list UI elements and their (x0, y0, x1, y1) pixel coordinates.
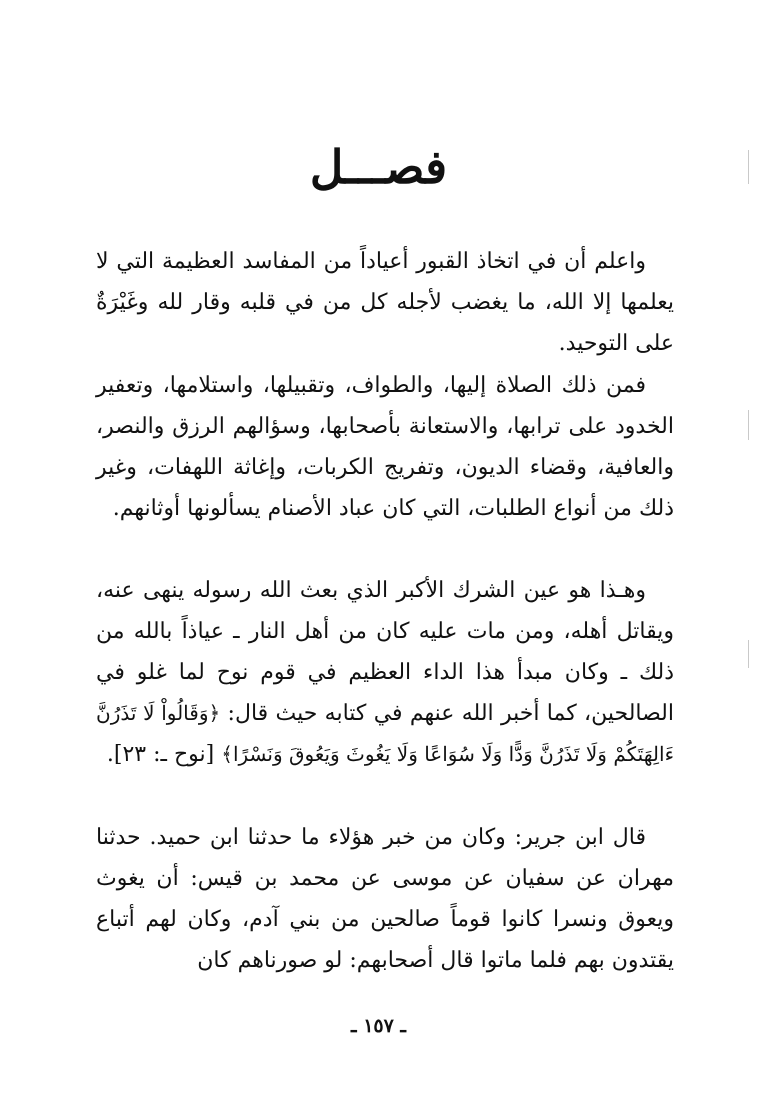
page-number: ـ ١٥٧ ـ (351, 1015, 406, 1037)
paragraph-text: قال ابن جرير: وكان من خبر هؤلاء ما حدثنا ابن حميد. حدثنا مهران عن سفيان عن موسى عن محمد بن قيس: أن يغوث ويعوق ونسرا كانوا قوماً صالحين من بني آدم، وكان لهم أتباع يقتدون بهم فلما ماتوا قال أصحابهم: لو صورناهم كان (96, 825, 674, 973)
paragraph-practices (96, 365, 674, 529)
scan-edge-mark (748, 150, 749, 184)
section-heading: فصـــل (309, 140, 448, 194)
scan-edge-mark (748, 410, 749, 440)
quran-reference: [نوح ـ: ٢٣]. (106, 742, 215, 767)
scan-edge-mark (748, 640, 749, 668)
paragraph-shirk (96, 570, 674, 775)
paragraph-text (96, 570, 674, 775)
paragraph-body: وهـذا هو عين الشرك الأكبر الذي بعث الله رسوله ينهى عنه، ويقاتل أهله، ومن مات عليه كان من أهل النار ـ عياذاً بالله من ذلك ـ وكان مبدأ هذا الداء العظيم في قوم نوح لما غلو في الصالحين، كما أخبر الله عنهم في كتابه حيث قال: (96, 578, 674, 726)
quran-quote: ﴿وَقَالُواْ لَا تَذَرُنَّ ءَالِهَتَكُمْ وَلَا تَذَرُنَّ وَدًّا وَلَا سُوَاعًا وَلَا يَغُوثَ وَيَعُوقَ وَنَسْرًا﴾ (96, 701, 674, 766)
paragraph-text: واعلم أن في اتخاذ القبور أعياداً من المفاسد العظيمة التي لا يعلمها إلا الله، ما يغضب لأجله كل من في قلبه وقار لله وغَيْرَةٌ على التوحيد. (96, 249, 674, 356)
paragraph-text: فمن ذلك الصلاة إليها، والطواف، وتقبيلها، واستلامها، وتعفير الخدود على ترابها، والاستعانة بأصحابها، وسؤالهم الرزق والنصر، والعافية، وقضاء الديون، وتفريج الكربات، وإغاثة اللهفات، وغير ذلك من أنواع الطلبات، التي كان عباد الأصنام يسألونها أوثانهم. (96, 373, 674, 521)
paragraph-ibn-jarir (96, 817, 674, 981)
paragraph-intro (96, 241, 674, 364)
